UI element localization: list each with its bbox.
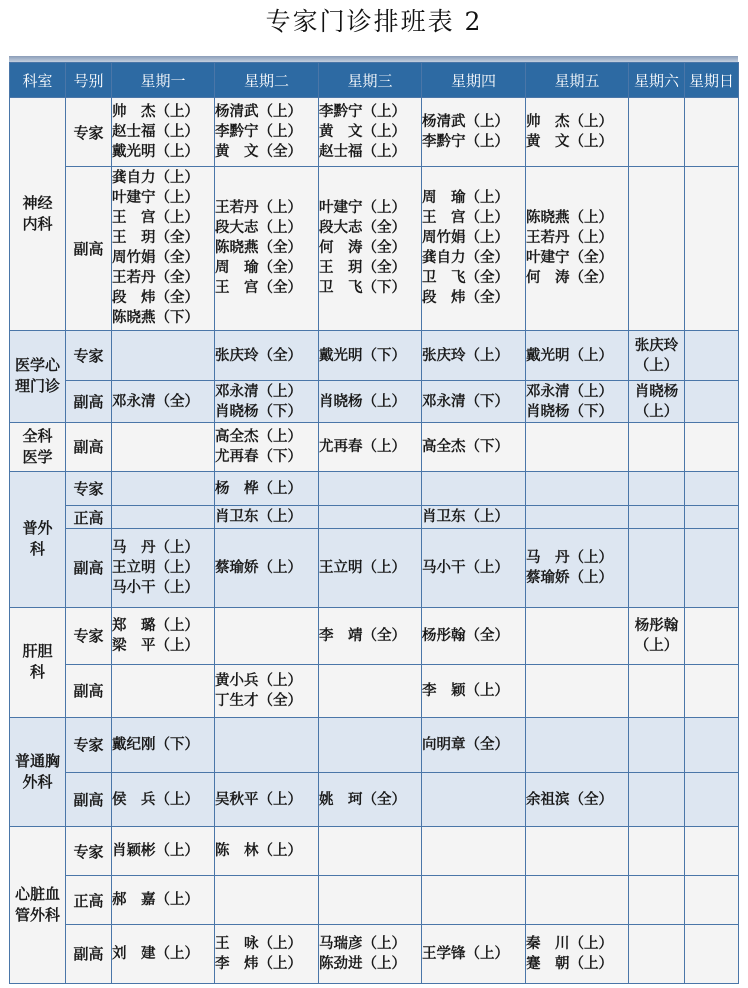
doctor-entry: 杨清武（上） <box>215 103 302 121</box>
doctor-entry: 杨清武（上） <box>422 113 509 131</box>
schedule-cell-thu <box>422 330 526 381</box>
schedule-cell-mon <box>112 381 215 423</box>
level-cell: 副高 <box>66 664 112 717</box>
doctor-entry: 王 宫（上） <box>112 209 199 227</box>
dept-cell: 普通胸 外科 <box>10 717 66 827</box>
schedule-cell-thu <box>422 528 526 607</box>
dept-cell: 医学心 理门诊 <box>10 330 66 422</box>
schedule-cell-sun <box>685 664 739 717</box>
schedule-cell-fri <box>526 381 629 423</box>
doctor-entry: 马 丹（上） <box>112 538 199 556</box>
doctor-entry: 陈 林（上） <box>215 842 302 860</box>
schedule-cell-sun <box>685 471 739 506</box>
level-cell: 副高 <box>66 423 112 472</box>
doctor-entry: 高全杰（下） <box>422 437 509 455</box>
schedule-cell-tue <box>215 608 319 665</box>
schedule-cell-sat <box>629 876 685 925</box>
doctor-entry: 肖卫东（上） <box>215 508 302 526</box>
doctor-entry: 王若丹（全） <box>112 269 199 287</box>
schedule-cell-mon <box>112 876 215 925</box>
schedule-cell-sat <box>629 608 685 665</box>
doctor-entry: 肖晓杨（下） <box>215 402 302 420</box>
schedule-cell-sat <box>629 772 685 827</box>
schedule-cell-thu <box>422 664 526 717</box>
level-cell: 专家 <box>66 471 112 506</box>
level-cell: 专家 <box>66 98 112 167</box>
doctor-entry: 周竹娟（全） <box>112 249 199 267</box>
doctor-entry: 周 瑜（上） <box>422 189 509 207</box>
table-row <box>10 471 739 506</box>
doctor-entry: 黄 文（上） <box>526 133 613 151</box>
doctor-entry: 戴光明（上） <box>112 143 199 161</box>
schedule-cell-fri <box>526 98 629 167</box>
doctor-entry: 余祖滨（全） <box>526 790 613 808</box>
schedule-cell-sat <box>629 664 685 717</box>
table-row <box>10 330 739 381</box>
doctor-entry: 戴光明（下） <box>319 346 406 364</box>
header-sunday: 星期日 <box>685 63 739 98</box>
level-cell: 专家 <box>66 330 112 381</box>
schedule-cell-sat <box>629 924 685 983</box>
doctor-entry: 戴纪刚（下） <box>112 735 199 753</box>
doctor-entry: 肖卫东（上） <box>422 508 509 526</box>
level-cell: 副高 <box>66 381 112 423</box>
schedule-cell-thu <box>422 423 526 472</box>
schedule-cell-wed <box>319 608 422 665</box>
schedule-cell-sun <box>685 827 739 876</box>
schedule-cell-sat <box>629 167 685 331</box>
doctor-entry: 邓永清（上） <box>526 382 613 400</box>
doctor-entry: 马小干（上） <box>422 558 509 576</box>
table-row <box>10 608 739 665</box>
dept-cell: 心脏血 管外科 <box>10 827 66 984</box>
doctor-entry: 卫 飞（下） <box>319 279 406 297</box>
schedule-cell-thu <box>422 608 526 665</box>
schedule-cell-tue <box>215 772 319 827</box>
level-cell: 正高 <box>66 876 112 925</box>
schedule-cell-fri <box>526 717 629 772</box>
schedule-cell-thu <box>422 167 526 331</box>
table-row <box>10 664 739 717</box>
dept-cell: 神经 内科 <box>10 98 66 331</box>
schedule-cell-fri <box>526 423 629 472</box>
doctor-entry: 向明章（全） <box>422 735 509 753</box>
table-row <box>10 717 739 772</box>
doctor-entry: 张庆玲（上） <box>422 346 509 364</box>
doctor-entry: 张庆玲 <box>634 336 679 354</box>
schedule-cell-fri <box>526 471 629 506</box>
table-row <box>10 528 739 607</box>
doctor-entry: 秦 川（上） <box>526 934 613 952</box>
doctor-entry: 陈晓燕（全） <box>215 239 302 257</box>
doctor-entry: 王 玥（全） <box>319 259 406 277</box>
doctor-entry: 梁 平（上） <box>112 636 199 654</box>
doctor-entry: 马小干（上） <box>112 578 199 596</box>
schedule-cell-sun <box>685 876 739 925</box>
doctor-entry: 吴秋平（上） <box>215 790 302 808</box>
doctor-entry: （上） <box>634 356 679 374</box>
schedule-cell-thu <box>422 471 526 506</box>
schedule-cell-fri <box>526 528 629 607</box>
doctor-entry: 陈劲进（上） <box>319 954 406 972</box>
schedule-cell-sun <box>685 98 739 167</box>
schedule-cell-tue <box>215 506 319 528</box>
schedule-cell-sun <box>685 381 739 423</box>
doctor-entry: 杨彤翰（全） <box>422 626 509 644</box>
header-level: 号别 <box>66 63 112 98</box>
schedule-cell-fri <box>526 608 629 665</box>
doctor-entry: 赵士福（上） <box>319 143 406 161</box>
schedule-cell-tue <box>215 471 319 506</box>
schedule-cell-wed <box>319 330 422 381</box>
schedule-cell-mon <box>112 471 215 506</box>
level-cell: 专家 <box>66 608 112 665</box>
schedule-cell-mon <box>112 827 215 876</box>
schedule-cell-mon <box>112 528 215 607</box>
schedule-cell-mon <box>112 772 215 827</box>
table-row <box>10 827 739 876</box>
doctor-entry: 戴光明（上） <box>526 346 613 364</box>
doctor-entry: 郝 嘉（上） <box>112 891 199 909</box>
schedule-cell-mon <box>112 664 215 717</box>
doctor-entry: 邓永清（全） <box>112 392 199 410</box>
schedule-cell-tue <box>215 664 319 717</box>
level-cell: 专家 <box>66 717 112 772</box>
doctor-entry: 杨彤翰 <box>634 616 679 634</box>
schedule-cell-sat <box>629 423 685 472</box>
schedule-cell-thu <box>422 98 526 167</box>
schedule-cell-fri <box>526 664 629 717</box>
page-title: 专家门诊排班表 2 <box>265 7 483 36</box>
schedule-body <box>10 98 739 984</box>
doctor-entry: 肖晓杨（上） <box>319 392 406 410</box>
schedule-cell-fri <box>526 772 629 827</box>
table-row <box>10 98 739 167</box>
doctor-entry: 蔡瑜娇（上） <box>215 558 302 576</box>
doctor-entry: 卫 飞（全） <box>422 269 509 287</box>
schedule-cell-thu <box>422 772 526 827</box>
schedule-cell-tue <box>215 167 319 331</box>
schedule-cell-wed <box>319 827 422 876</box>
doctor-entry: 帅 杰（上） <box>526 113 613 131</box>
table-row <box>10 506 739 528</box>
header-row <box>10 63 739 98</box>
level-cell: 副高 <box>66 924 112 983</box>
doctor-entry: 周竹娟（上） <box>422 229 509 247</box>
doctor-entry: 王立明（上） <box>319 558 406 576</box>
header-monday: 星期一 <box>112 63 215 98</box>
schedule-cell-wed <box>319 772 422 827</box>
schedule-cell-thu <box>422 924 526 983</box>
schedule-cell-sat <box>629 827 685 876</box>
doctor-entry: 姚 珂（全） <box>319 790 406 808</box>
schedule-cell-sat <box>629 528 685 607</box>
doctor-entry: 马瑞彦（上） <box>319 934 406 952</box>
doctor-entry: 尤再春（上） <box>319 437 406 455</box>
doctor-entry: 赵士福（上） <box>112 123 199 141</box>
schedule-cell-mon <box>112 608 215 665</box>
schedule-cell-wed <box>319 506 422 528</box>
doctor-entry: 郑 璐（上） <box>112 616 199 634</box>
level-cell: 副高 <box>66 772 112 827</box>
doctor-entry: 刘 建（上） <box>112 944 199 962</box>
schedule-cell-sun <box>685 608 739 665</box>
doctor-entry: 张庆玲（全） <box>215 346 302 364</box>
doctor-entry: 王 宫（全） <box>215 279 302 297</box>
schedule-cell-fri <box>526 330 629 381</box>
doctor-entry: 邓永清（下） <box>422 392 509 410</box>
schedule-cell-tue <box>215 98 319 167</box>
doctor-entry: 黄 文（全） <box>215 143 302 161</box>
table-row <box>10 423 739 472</box>
schedule-cell-sat <box>629 330 685 381</box>
doctor-entry: 帅 杰（上） <box>112 103 199 121</box>
schedule-cell-mon <box>112 330 215 381</box>
schedule-cell-thu <box>422 827 526 876</box>
schedule-cell-sat <box>629 506 685 528</box>
doctor-entry: 李黔宁（上） <box>422 133 509 151</box>
level-cell: 正高 <box>66 506 112 528</box>
schedule-cell-sat <box>629 381 685 423</box>
schedule-cell-wed <box>319 664 422 717</box>
dept-cell: 普外 科 <box>10 471 66 607</box>
dept-cell: 肝胆 科 <box>10 608 66 718</box>
table-row <box>10 924 739 983</box>
schedule-cell-sat <box>629 98 685 167</box>
doctor-entry: 段大志（全） <box>319 219 406 237</box>
schedule-cell-sun <box>685 924 739 983</box>
doctor-entry: 何 涛（全） <box>526 269 613 287</box>
doctor-entry: 陈晓燕（下） <box>112 309 199 327</box>
schedule-cell-mon <box>112 98 215 167</box>
doctor-entry: 蔡瑜娇（上） <box>526 568 613 586</box>
doctor-entry: 王若丹（上） <box>215 199 302 217</box>
doctor-entry: 李黔宁（上） <box>319 103 406 121</box>
table-row <box>10 772 739 827</box>
schedule-cell-fri <box>526 506 629 528</box>
doctor-entry: 王 咏（上） <box>215 934 302 952</box>
schedule-cell-tue <box>215 876 319 925</box>
doctor-entry: 李 颖（上） <box>422 681 509 699</box>
doctor-entry: 李黔宁（上） <box>215 123 302 141</box>
schedule-cell-sun <box>685 717 739 772</box>
doctor-entry: 王 玥（全） <box>112 229 199 247</box>
schedule-cell-tue <box>215 827 319 876</box>
doctor-entry: 肖晓杨（下） <box>526 402 613 420</box>
doctor-entry: 蹇 朝（上） <box>526 954 613 972</box>
doctor-entry: 何 涛（全） <box>319 239 406 257</box>
doctor-entry: 尤再春（下） <box>215 447 302 465</box>
schedule-cell-wed <box>319 876 422 925</box>
schedule-cell-fri <box>526 167 629 331</box>
doctor-entry: 丁生才（全） <box>215 691 302 709</box>
doctor-entry: 龚自力（全） <box>422 249 509 267</box>
schedule-cell-mon <box>112 717 215 772</box>
doctor-entry: 叶建宁（全） <box>526 249 613 267</box>
dept-cell: 全科 医学 <box>10 423 66 472</box>
doctor-entry: 王学锋（上） <box>422 944 509 962</box>
schedule-cell-thu <box>422 876 526 925</box>
schedule-cell-tue <box>215 330 319 381</box>
schedule-cell-mon <box>112 423 215 472</box>
doctor-entry: （上） <box>634 636 679 654</box>
table-row <box>10 167 739 331</box>
doctor-entry: 周 瑜（全） <box>215 259 302 277</box>
schedule-cell-sun <box>685 506 739 528</box>
schedule-cell-tue <box>215 924 319 983</box>
doctor-entry: 马 丹（上） <box>526 548 613 566</box>
header-thursday: 星期四 <box>422 63 526 98</box>
doctor-entry: 高全杰（上） <box>215 427 302 445</box>
schedule-cell-fri <box>526 924 629 983</box>
header-wednesday: 星期三 <box>319 63 422 98</box>
header-dept: 科室 <box>10 63 66 98</box>
schedule-cell-wed <box>319 381 422 423</box>
doctor-entry: 段 炜（全） <box>112 289 199 307</box>
header-friday: 星期五 <box>526 63 629 98</box>
schedule-cell-wed <box>319 717 422 772</box>
doctor-entry: 杨 桦（上） <box>215 479 302 497</box>
schedule-cell-wed <box>319 98 422 167</box>
schedule-cell-wed <box>319 924 422 983</box>
schedule-cell-mon <box>112 924 215 983</box>
schedule-cell-tue <box>215 717 319 772</box>
doctor-entry: 叶建宁（上） <box>112 189 199 207</box>
schedule-cell-fri <box>526 827 629 876</box>
doctor-entry: 龚自力（上） <box>112 169 199 187</box>
table-row <box>10 876 739 925</box>
doctor-entry: 黄小兵（上） <box>215 671 302 689</box>
doctor-entry: 黄 文（上） <box>319 123 406 141</box>
schedule-cell-sat <box>629 471 685 506</box>
schedule-table <box>9 62 739 984</box>
header-tuesday: 星期二 <box>215 63 319 98</box>
schedule-cell-fri <box>526 876 629 925</box>
doctor-entry: 邓永清（上） <box>215 382 302 400</box>
doctor-entry: 叶建宁（上） <box>319 199 406 217</box>
schedule-cell-sun <box>685 528 739 607</box>
doctor-entry: 王若丹（上） <box>526 229 613 247</box>
table-row <box>10 381 739 423</box>
doctor-entry: 王立明（上） <box>112 558 199 576</box>
schedule-cell-tue <box>215 423 319 472</box>
schedule-cell-wed <box>319 471 422 506</box>
schedule-cell-sat <box>629 717 685 772</box>
doctor-entry: （上） <box>634 402 679 420</box>
schedule-cell-tue <box>215 381 319 423</box>
doctor-entry: 李 炜（上） <box>215 954 302 972</box>
doctor-entry: 王 宫（上） <box>422 209 509 227</box>
doctor-entry: 李 靖（全） <box>319 626 406 644</box>
schedule-cell-sun <box>685 330 739 381</box>
level-cell: 副高 <box>66 167 112 331</box>
schedule-cell-wed <box>319 423 422 472</box>
doctor-entry: 肖颖彬（上） <box>112 842 199 860</box>
level-cell: 副高 <box>66 528 112 607</box>
schedule-cell-thu <box>422 506 526 528</box>
schedule-cell-sun <box>685 772 739 827</box>
schedule-cell-thu <box>422 381 526 423</box>
level-cell: 专家 <box>66 827 112 876</box>
schedule-cell-wed <box>319 167 422 331</box>
schedule-cell-tue <box>215 528 319 607</box>
schedule-cell-sun <box>685 423 739 472</box>
header-saturday: 星期六 <box>629 63 685 98</box>
doctor-entry: 段大志（上） <box>215 219 302 237</box>
doctor-entry: 段 炜（全） <box>422 289 509 307</box>
doctor-entry: 肖晓杨 <box>634 382 679 400</box>
schedule-cell-mon <box>112 167 215 331</box>
schedule-cell-mon <box>112 506 215 528</box>
schedule-cell-thu <box>422 717 526 772</box>
doctor-entry: 侯 兵（上） <box>112 790 199 808</box>
doctor-entry: 陈晓燕（上） <box>526 209 613 227</box>
schedule-cell-wed <box>319 528 422 607</box>
schedule-cell-sun <box>685 167 739 331</box>
